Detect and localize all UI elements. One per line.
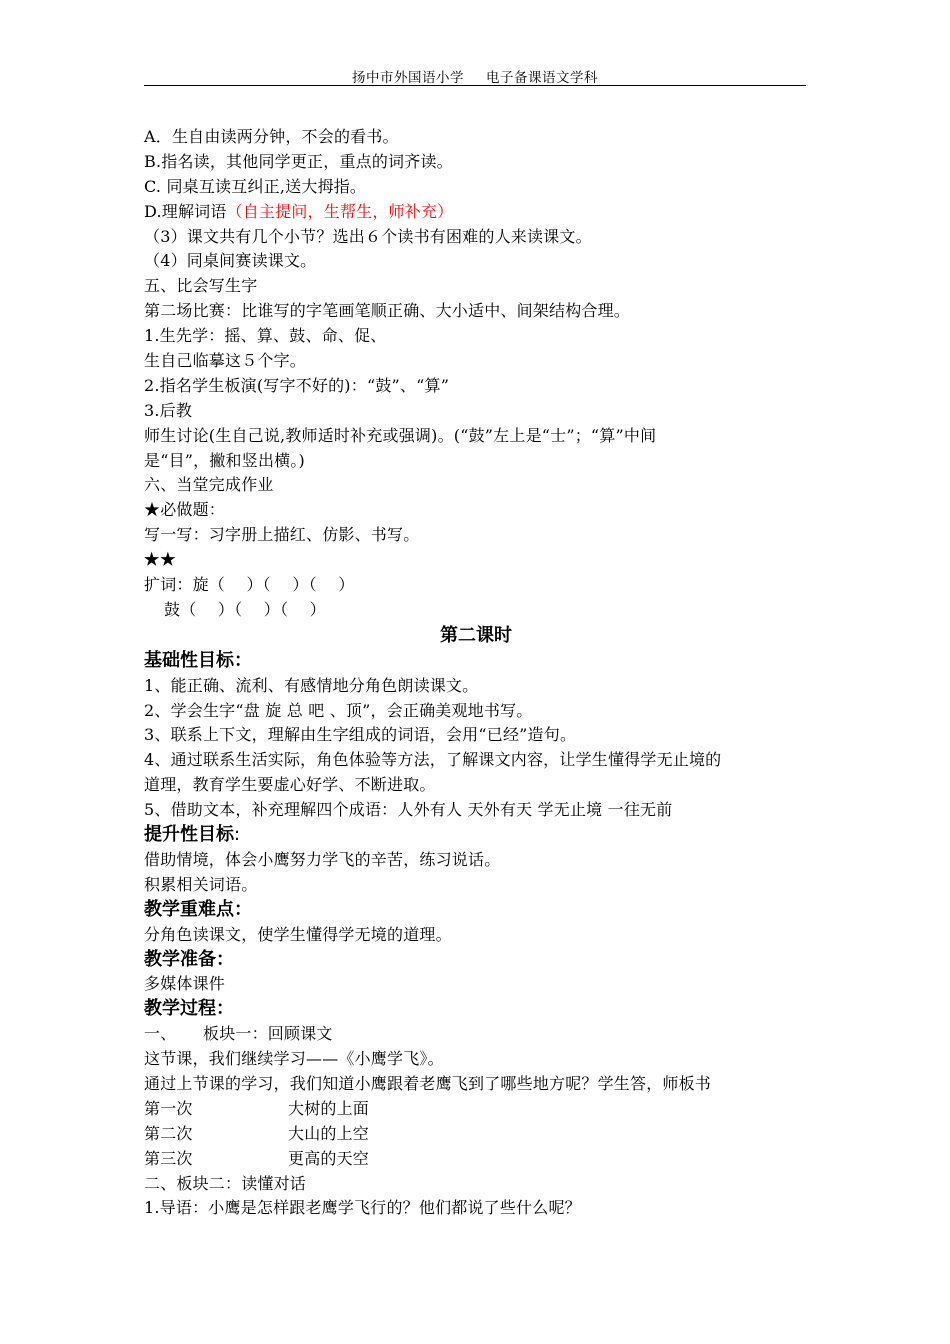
goal-item: 2、学会生字“盘 旋 总 吧 、顶”，会正确美观地书写。 [144,700,533,720]
advanced-goal-heading [144,823,808,848]
discuss-line-1: 师生讨论(生自己说,教师适时补充或强调)。(“鼓”左上是“士”；“算”中间 [144,425,657,445]
flight-place: 大树的上面 [288,1098,370,1118]
block-2: 二、板块二：读懂对话 [144,1173,307,1193]
goal-item: 4、通过联系生活实际，角色体验等方法，了解课文内容，让学生懂得学无止境的 [144,750,722,770]
intro-line: 这节课，我们继续学习——《小鹰学飞》。 [144,1049,444,1069]
expand-words-gu: 鼓（ ）（ ）（ ） [164,599,326,619]
must-do-label: ★必做题： [144,500,226,520]
advanced-goal-item: 借助情境，体会小鹰努力学飞的辛苦，练习说话。 [144,849,501,869]
preparation-text: 多媒体课件 [144,974,226,994]
discuss-line-2: 是“目”，撇和竖出横。) [144,450,306,470]
lesson-2-title: 第二课时 [440,624,512,646]
section-6-heading: 六、当堂完成作业 [144,475,274,495]
review-line: 通过上节课的学习，我们知道小鹰跟着老鹰飞到了哪些地方呢？学生答，师板书 [144,1073,712,1093]
advanced-goal-item: 积累相关词语。 [144,874,258,894]
section-5-heading: 五、比会写生字 [144,276,258,296]
flight-row [144,1147,808,1172]
goal-item: 3、联系上下文，理解由生字组成的词语，会用“已经”造句。 [144,725,577,745]
block-1-label: 板块一：回顾课文 [203,1024,333,1044]
flight-time: 第二次 [144,1123,193,1143]
process-heading: 教学过程： [144,998,234,1020]
question-3: （3）课文共有几个小节？选出６个读书有困难的人来读课文。 [144,226,592,246]
flight-time: 第三次 [144,1148,193,1168]
advanced-goal-heading-text: 提升性目标 [144,824,234,846]
goal-item: 1、能正确、流利、有感情地分角色朗读课文。 [144,675,479,695]
contest-2: 第二场比赛：比谁写的字笔画笔顺正确、大小适中、间架结构合理。 [144,301,631,321]
step-b: B.指名读，其他同学更正，重点的词齐读。 [144,151,453,171]
write-task: 写一写：习字册上描红、仿影、书写。 [144,525,420,545]
step-s1: 1.生先学：摇、算、鼓、命、促、 [144,326,387,346]
document-body [144,125,808,1221]
flight-row [144,1122,808,1147]
flight-time: 第一次 [144,1098,193,1118]
advanced-goal-colon: : [234,824,241,846]
step-c: C. 同桌互读互纠正,送大拇指。 [144,176,367,196]
step-d-text: D.理解词语 [144,201,227,221]
preparation-heading: 教学准备： [144,948,234,970]
flight-place: 更高的天空 [288,1148,370,1168]
two-star-label: ★★ [144,550,177,571]
flight-place: 大山的上空 [288,1123,370,1143]
goal-item: 5、借助文本，补充理解四个成语：人外有人 天外有天 学无止境 一往无前 [144,800,673,820]
header-subject: 电子备课语文学科 [486,70,598,86]
expand-words-xuan: 扩词：旋（ ）（ ）（ ） [144,575,355,595]
step-s2: 2.指名学生板演(写字不好的)：“鼓”、“算” [144,375,450,395]
flight-row [144,1097,808,1122]
step-d-red-note: （自主提问，生帮生，师补充） [226,201,454,221]
step-s1b: 生自己临摹这５个字。 [144,351,307,371]
key-points-text: 分角色读课文，使学生懂得学无境的道理。 [144,924,452,944]
step-s3: 3.后教 [144,400,193,420]
basic-goal-heading: 基础性目标： [144,649,252,671]
header-school: 扬中市外国语小学 [352,70,464,86]
step-a: A．生自由读两分钟，不会的看书。 [144,127,399,146]
step-d [144,200,808,225]
page-header [144,66,806,86]
block-1-number: 一、 [144,1024,177,1044]
question-4: （4）同桌间赛读课文。 [144,251,317,271]
key-points-heading: 教学重难点： [144,898,252,920]
guide-line: 1.导语：小鹰是怎样跟老鹰学飞行的？他们都说了些什么呢？ [144,1198,581,1218]
goal-item: 道理，教育学生要虚心好学、不断进取。 [144,775,436,795]
block-1 [144,1022,808,1047]
